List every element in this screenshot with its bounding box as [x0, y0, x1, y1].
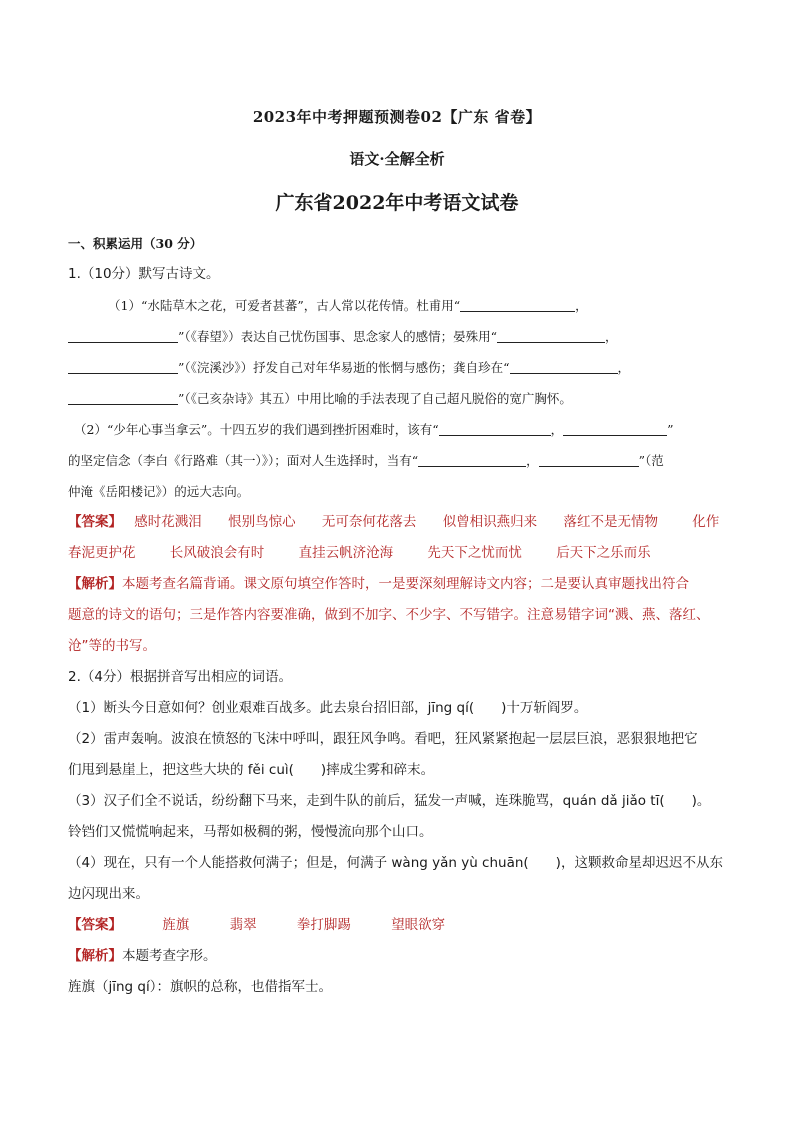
- question-1-analysis-line2: 题意的诗文的语句；三是作答内容要准确，做到不加字、不少字、不写错字。注意易错字词“溅、燕、落红、: [68, 607, 710, 623]
- answer-blank[interactable]: [460, 297, 575, 312]
- question-1-analysis-line3: 沧”等的书写。: [68, 638, 156, 654]
- answer-blank[interactable]: [68, 359, 178, 374]
- answer-item: 化作: [692, 514, 720, 530]
- text-fragment: 的坚定信念（李白《行路难（其一）》）；面对人生选择时，当有“: [68, 453, 419, 468]
- question-2-item-4-line1: （4）现在，只有一个人能搭救何满子；但是，何满子 wàng yǎn yù chuān( )，这颗救命星却迟迟不从东: [68, 855, 723, 871]
- question-1-part1-line2: [68, 321, 728, 352]
- text-fragment: ，: [617, 360, 631, 375]
- answer-blank[interactable]: [563, 421, 667, 436]
- question-2-answer: [68, 910, 728, 941]
- text-fragment: ”: [667, 422, 674, 437]
- question-2-item-3-line2: 铃铛们又慌慌响起来，马帮如极稠的粥，慢慢流向那个山口。: [68, 824, 433, 840]
- question-1-part2-line2: [68, 445, 728, 476]
- exam-title: 广东省2022年中考语文试卷: [275, 192, 519, 214]
- question-1-answer-line2: [68, 538, 728, 569]
- text-fragment: ”（《浣溪沙》）抒发自己对年华易逝的怅惘与感伤；龚自珍在“: [178, 360, 510, 375]
- answer-blank[interactable]: [497, 328, 605, 343]
- answer-blank[interactable]: [510, 359, 618, 374]
- text-fragment: ，: [605, 329, 618, 344]
- analysis-tag: 【解析】: [68, 576, 122, 592]
- answer-blank[interactable]: [68, 390, 178, 405]
- question-2-item-4-line2: 边闪现出来。: [68, 886, 149, 902]
- text-fragment: ，: [575, 298, 588, 313]
- text-fragment: ”（《春望》）表达自己忧伤国事、思念家人的感情；晏殊用“: [178, 329, 498, 344]
- question-2-note-1: 旌旗（jīng qí）：旗帜的总称，也借指军士。: [68, 979, 332, 995]
- answer-blank[interactable]: [68, 328, 178, 343]
- analysis-text: 本题考查字形。: [122, 948, 217, 964]
- answer-item: 落红不是无情物: [563, 514, 658, 530]
- text-fragment: ”（范: [638, 453, 664, 468]
- answer-item: 望眼欲穿: [391, 917, 446, 933]
- question-2-item-2-line2: 们甩到悬崖上，把这些大块的 fěi cuì( )摔成尘雾和碎末。: [68, 762, 435, 778]
- answer-blank[interactable]: [539, 452, 639, 467]
- answer-item: 感时花溅泪: [134, 514, 202, 530]
- answer-tag: 【答案】: [68, 514, 122, 530]
- analysis-text: 本题考查名篇背诵。课文原句填空作答时，一是要深刻理解诗文内容；二是要认真审题找出符合: [122, 576, 689, 592]
- question-1-part1-line1: [68, 290, 728, 321]
- question-2-item-1: （1）断头今日意如何？创业艰难百战多。此去泉台招旧部，jīng qí( )十万斩阎罗。: [68, 700, 588, 716]
- answer-tag: 【答案】: [68, 917, 122, 933]
- answer-item: 直挂云帆济沧海: [298, 545, 394, 561]
- document-subtitle: 语文·全解全析: [349, 150, 445, 168]
- question-1-part1-line4: [68, 383, 728, 414]
- answer-blank[interactable]: [418, 452, 526, 467]
- question-1-analysis-line1: [68, 569, 728, 600]
- document-title: 2023年中考押题预测卷02【广东 省卷】: [252, 108, 542, 126]
- question-2-item-2-line1: （2）雷声轰响。波浪在愤怒的飞沫中呼叫，跟狂风争鸣。看吧，狂风紧紧抱起一层层巨浪，恶狠狠地把它: [68, 731, 698, 747]
- question-2-analysis: [68, 941, 728, 972]
- answer-item: 翡翠: [229, 917, 257, 933]
- question-1-part1-line3: [68, 352, 728, 383]
- answer-item: 先天下之忧而忧: [427, 545, 522, 561]
- answer-item: 旌旗: [162, 917, 190, 933]
- text-fragment: （2）“少年心事当拿云”。十四五岁的我们遇到挫折困难时，该有“: [74, 422, 439, 437]
- answer-item: 恨别鸟惊心: [228, 514, 296, 530]
- question-1-part2-line3: [68, 476, 728, 507]
- text-fragment: ，: [526, 453, 539, 468]
- question-2-stem: 2.（4分）根据拼音写出相应的词语。: [68, 669, 292, 685]
- answer-item: 后天下之乐而乐: [556, 545, 651, 561]
- text-fragment: ，: [550, 422, 564, 437]
- document-body: [68, 228, 728, 1003]
- section-heading: 一、积累运用（30 分）: [68, 236, 203, 251]
- text-fragment: 仲淹《岳阳楼记》）的远大志向。: [68, 484, 250, 499]
- question-1-part2-line1: [68, 414, 728, 445]
- answer-item: 春泥更护花: [68, 545, 136, 561]
- answer-item: 无可奈何花落去: [321, 514, 417, 530]
- answer-item: 长风破浪会有时: [169, 545, 265, 561]
- answer-blank[interactable]: [439, 421, 551, 436]
- answer-item: 拳打脚踢: [296, 917, 351, 933]
- answer-item: 似曾相识燕归来: [442, 514, 538, 530]
- question-1-answer-line1: [68, 507, 728, 538]
- text-fragment: （1）“水陆草木之花，可爱者甚蕃”，古人常以花传情。杜甫用“: [108, 298, 461, 313]
- question-1-stem: 1.（10分）默写古诗文。: [68, 266, 220, 282]
- analysis-tag: 【解析】: [68, 948, 122, 964]
- text-fragment: ”（《己亥杂诗》其五）中用比喻的手法表现了自己超凡脱俗的宽广胸怀。: [178, 391, 572, 406]
- question-2-item-3-line1: （3）汉子们全不说话，纷纷翻下马来，走到牛队的前后，猛发一声喊，连珠脆骂，quán dǎ jiǎo tī( )。: [68, 793, 711, 809]
